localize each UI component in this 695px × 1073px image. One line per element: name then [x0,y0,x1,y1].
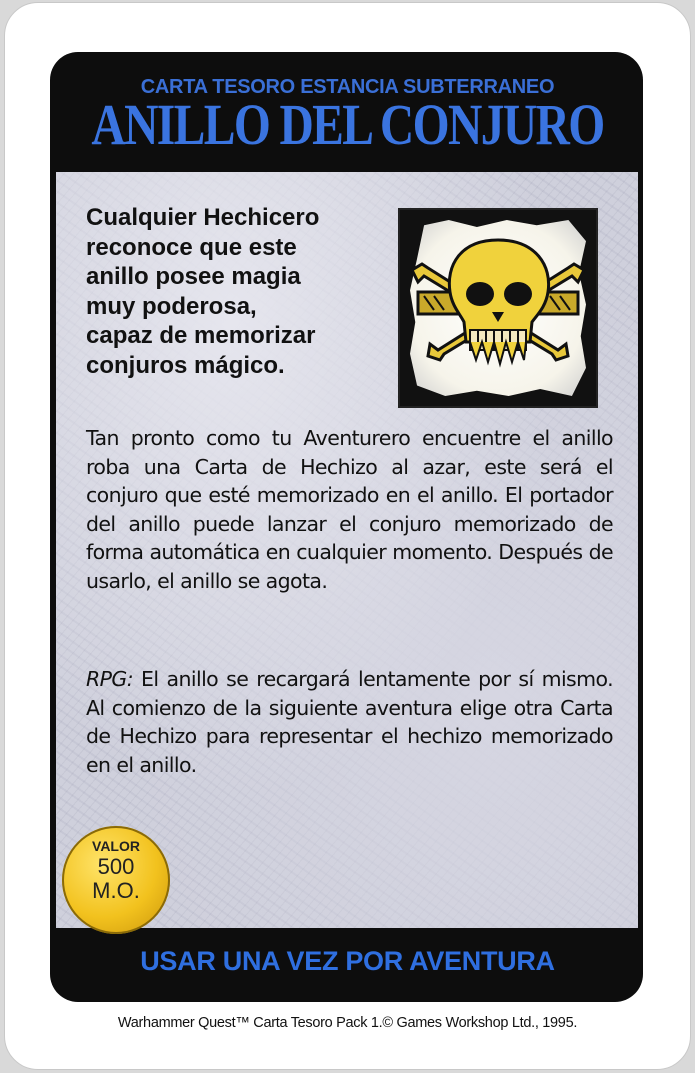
rpg-rule-text [86,665,613,779]
value-amount: 500 [97,854,135,879]
skull-with-crossbones-icon [398,208,598,408]
rule-text: Tan pronto como tu Aventurero encuentre el anillo roba una Carta de Hechizo al azar, este será el conjuro que esté memorizado en el anillo. El portador del anillo puede lanzar el conjuro memorizado de forma automática en cualquier momento. Después de usarlo, el anillo se agota. [86,426,613,593]
rpg-text: El anillo se recargará lentamente por sí mismo. Al comienzo de la siguiente aventura elige otra Carta de Hechizo para representar el hechizo memorizado en el anillo. [86,667,613,777]
card-title: ANILLO DEL CONJURO [91,92,604,157]
rpg-label: RPG: [86,667,133,691]
intro-line: muy poderosa, [86,292,257,320]
copyright-notice: Warhammer Quest™ Carta Tesoro Pack 1.© Games Workshop Ltd., 1995. [117,1015,578,1031]
card-category: CARTA TESORO ESTANCIA SUBTERRANEO [140,76,555,98]
intro-line: reconoce que este [86,233,297,261]
intro-line: conjuros mágico. [86,351,285,379]
value-label: VALOR [92,838,140,854]
value-unit: M.O. [92,878,140,903]
intro-line: anillo posee magia [86,263,301,290]
value-coin [62,826,170,934]
skull-drawing [400,210,596,406]
intro-text [86,203,396,380]
intro-line: capaz de memorizar [86,322,316,349]
usage-restriction: USAR UNA VEZ POR AVENTURA [140,946,555,976]
intro-line: Cualquier Hechicero [86,204,320,231]
